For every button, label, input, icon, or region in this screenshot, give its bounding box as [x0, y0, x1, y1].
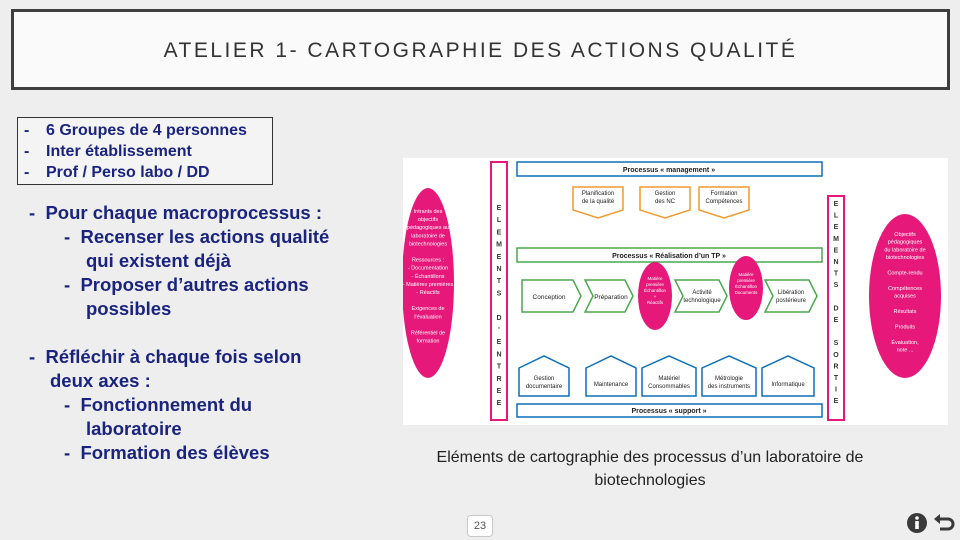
bullet-2 — [29, 345, 301, 369]
caption-line-2: biotechnologies — [594, 472, 706, 489]
entree-letter: M — [496, 241, 502, 249]
realisation-label: Processus « Réalisation d’un TP » — [612, 253, 726, 260]
bullet-1-sub-2-cont: possibles — [86, 298, 172, 319]
info-item-text: Inter établissement — [46, 143, 192, 160]
return-icon — [932, 511, 956, 535]
svg-text:Documents: Documents — [734, 290, 758, 295]
realisation-items — [522, 256, 817, 330]
support-item-2 — [586, 356, 636, 396]
inputs-ellipse-line: Intrants des — [413, 209, 443, 215]
page-number: 23 — [467, 515, 493, 537]
realisation-item-4 — [765, 280, 817, 312]
outputs-ellipse-line: biotechnologies — [885, 255, 925, 262]
svg-text:Libération: Libération — [777, 290, 805, 296]
sortie-letter: E — [833, 247, 839, 255]
inputs-ellipse-line: - Échantillons — [411, 273, 445, 280]
sortie-letter: T — [833, 270, 839, 278]
support-item-5 — [762, 356, 814, 396]
entree-letter: E — [496, 339, 502, 347]
svg-text:de la qualité: de la qualité — [581, 199, 615, 205]
sortie-letter: E — [833, 201, 839, 208]
entree-letter: E — [496, 229, 502, 237]
sortie-letter: S — [833, 282, 839, 290]
dash: - — [64, 394, 71, 415]
svg-text:postérieure: postérieure — [775, 298, 807, 304]
entree-letter: ' — [498, 327, 500, 334]
entree-letter: L — [496, 217, 502, 225]
svg-text:Échantillon: Échantillon — [643, 288, 667, 293]
dash: - — [29, 202, 36, 223]
entree-letter: R — [496, 375, 502, 383]
diagram-caption — [400, 446, 900, 492]
support-label: Processus « support » — [631, 408, 707, 415]
inputs-ellipse-line: Exigences de — [411, 306, 445, 313]
svg-text:des instruments: des instruments — [707, 384, 751, 390]
outputs-ellipse-line: Compte-rendu — [887, 270, 923, 277]
entree-letter: E — [496, 205, 502, 212]
inputs-ellipse-line: objectifs — [417, 217, 439, 224]
dash: - — [64, 274, 71, 295]
bullet-1 — [29, 201, 322, 225]
sortie-letter: S — [833, 340, 839, 348]
info-item-text: Prof / Perso labo / DD — [46, 164, 210, 181]
svg-text:Planification: Planification — [581, 191, 615, 197]
svg-text:première: première — [737, 278, 755, 283]
inputs-ellipse-line: - Matières premières — [403, 281, 454, 288]
entree-letter: E — [496, 388, 502, 395]
svg-text:Formation: Formation — [710, 191, 738, 197]
outputs-ellipse-line: Évaluation, — [891, 339, 919, 346]
entree-letter: S — [496, 290, 502, 298]
inputs-ellipse-line: Référentiel de — [410, 330, 446, 337]
svg-text:Activité: Activité — [692, 290, 712, 296]
bullet-text: Proposer d’autres actions — [80, 274, 309, 295]
inputs-ellipse-line: pédagogiques au — [406, 225, 450, 232]
entree-letter: N — [496, 266, 502, 273]
info-button[interactable] — [905, 511, 929, 535]
entree-letter: E — [496, 400, 502, 408]
bullet-2-sub-1 — [64, 393, 252, 417]
sortie-letter: N — [833, 259, 839, 266]
process-map-diagram — [403, 158, 948, 425]
entree-letter: T — [496, 278, 502, 286]
sortie-letter: I — [835, 386, 837, 394]
svg-text:Informatique: Informatique — [771, 382, 805, 388]
entree-letter: D — [496, 314, 502, 322]
bullet-text: Fonctionnement du — [80, 394, 253, 415]
dash: - — [64, 226, 71, 247]
svg-text:Matériel: Matériel — [658, 376, 680, 382]
entree-letter: N — [496, 351, 502, 359]
outputs-ellipse-line: Résultats — [893, 309, 917, 315]
caption-line-1: Eléments de cartographie des processus d’un laboratoire de — [436, 449, 864, 466]
entree-letter: E — [496, 253, 502, 261]
slide-title: ATELIER 1- CARTOGRAPHIE DES ACTIONS QUALITÉ — [163, 39, 798, 62]
dash: - — [24, 143, 30, 160]
info-item — [24, 162, 272, 183]
svg-text:Préparation: Préparation — [594, 294, 628, 301]
svg-text:Maintenance: Maintenance — [593, 382, 629, 388]
outputs-ellipse-line: Objectifs — [894, 232, 916, 238]
info-item — [24, 120, 272, 141]
svg-text:documentaire: documentaire — [525, 384, 563, 390]
sortie-letter: M — [833, 235, 839, 243]
svg-text:Consommables: Consommables — [648, 384, 690, 390]
outputs-ellipse-line: Produits — [894, 324, 916, 331]
info-item — [24, 141, 272, 162]
bullet-1-sub-2 — [64, 273, 309, 297]
entree-letter: T — [496, 363, 502, 371]
sortie-letter: L — [833, 212, 839, 220]
return-button[interactable] — [932, 511, 956, 535]
svg-text:Conception: Conception — [532, 294, 566, 301]
svg-text:+: + — [653, 294, 657, 299]
inputs-ellipse-line: Ressources : — [411, 257, 445, 264]
management-label: Processus « management » — [622, 167, 716, 174]
inputs-ellipse-line: - Réactifs — [416, 290, 440, 296]
outputs-ellipse-line: pédagogiques — [887, 239, 923, 246]
svg-text:première: première — [646, 282, 664, 287]
svg-text:Réactifs: Réactifs — [646, 300, 664, 305]
bullet-text: Réfléchir à chaque fois selon — [45, 346, 302, 367]
outputs-ellipse-line: note ... — [896, 347, 914, 354]
inputs-ellipse-line: - Documentation — [407, 265, 449, 272]
sortie-letter: E — [833, 224, 839, 232]
bullet-1-sub-1-cont: qui existent déjà — [86, 250, 231, 271]
bullet-text: Recenser les actions qualité — [80, 226, 330, 247]
inputs-ellipse-line: formation — [416, 338, 440, 345]
info-item-text: 6 Groupes de 4 personnes — [46, 122, 247, 139]
svg-text:Matière: Matière — [647, 276, 663, 281]
bullet-2-cont: deux axes : — [50, 370, 151, 391]
dash: - — [24, 122, 30, 139]
dash: - — [24, 164, 30, 181]
outputs-ellipse-line: acquises — [894, 293, 916, 300]
info-list — [18, 118, 272, 183]
bullet-text: Formation des élèves — [80, 442, 270, 463]
dash: - — [64, 442, 71, 463]
sortie-letter: D — [833, 305, 839, 313]
sortie-letter: E — [833, 317, 839, 324]
sortie-letter: T — [833, 375, 839, 382]
support-items — [519, 356, 814, 396]
sortie-letter: E — [833, 398, 839, 406]
inputs-ellipse-line: l'évaluation — [414, 314, 442, 321]
svg-text:Métrologie: Métrologie — [714, 376, 744, 382]
svg-text:Compétences: Compétences — [705, 199, 743, 205]
sortie-letter: R — [833, 363, 839, 371]
svg-text:des NC: des NC — [654, 199, 676, 205]
bullet-2-sub-1-cont: laboratoire — [86, 418, 182, 439]
sortie-letter: O — [833, 351, 839, 359]
svg-text:Gestion: Gestion — [533, 376, 555, 382]
slide-title-box — [11, 9, 950, 90]
svg-text:Échantillon: Échantillon — [734, 284, 758, 289]
info-icon — [905, 511, 929, 535]
inputs-ellipse-line: laboratoire de — [411, 233, 445, 240]
management-items — [573, 187, 749, 218]
info-box — [17, 117, 273, 185]
dash: - — [29, 346, 36, 367]
svg-text:Matière: Matière — [738, 272, 754, 277]
svg-text:technologique: technologique — [683, 298, 721, 304]
inputs-ellipse-line: biotechnologies — [408, 241, 448, 248]
realisation-item-3 — [675, 280, 727, 312]
outputs-ellipse-line: du laboratoire de — [884, 247, 926, 254]
bullet-text: Pour chaque macroprocessus : — [45, 202, 323, 223]
bullet-1-sub-1 — [64, 225, 329, 249]
outputs-ellipse-line: Compétences — [888, 285, 922, 292]
bullet-2-sub-2 — [64, 441, 270, 465]
svg-text:Gestion: Gestion — [654, 191, 676, 197]
